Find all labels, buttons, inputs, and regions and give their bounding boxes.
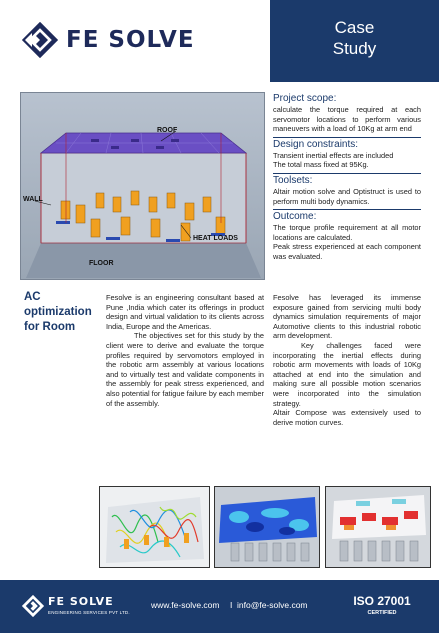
study-label: Study: [332, 39, 377, 58]
paragraph: Fesolve has leveraged its immense exposure gained from servicing multi body dynamics simulation requirements of major Automotive clients to this industrial robotic arm development.: [273, 293, 421, 341]
section-text: Altair motion solve and Optistruct is used to perform multi body dynamics.: [273, 186, 421, 206]
iso-certification-badge: [346, 594, 418, 616]
paragraph: Key challenges faced were incorporating the inertial effects during robotic arm movements with loads of 10Kg attached at end into the simulation and making sure all possible motion scenarios were incorporated into the simulation strategy.: [273, 340, 421, 408]
wall-label: WALL: [23, 196, 43, 203]
section-title: Toolsets:: [273, 173, 421, 187]
section-text: calculate the torque required at each servomotor locations to perform various maneuvers with a load of 10Kg at arm end: [273, 105, 421, 134]
section-text: The torque profile requirement at all motor locations are calculated.: [273, 223, 421, 242]
logo: [0, 0, 270, 82]
cfd-streamlines-image: [99, 486, 210, 568]
case-label: Case: [334, 18, 375, 37]
section-title: Outcome:: [273, 209, 421, 223]
floor-label: FLOOR: [89, 260, 114, 267]
section-text: Peak stress experienced at each component was evaluated.: [273, 242, 421, 261]
intro-text: [106, 293, 264, 408]
room-model-image: [20, 92, 265, 280]
website-link[interactable]: www.fe-solve.com: [151, 600, 220, 610]
brand-name: FE SOLVE: [66, 27, 195, 53]
page-title: AC optimization for Room: [24, 291, 92, 333]
footer-subtitle: ENGINEERING SERVICES PVT LTD.: [48, 610, 130, 615]
fe-solve-logo-icon: [22, 22, 58, 58]
footer: [0, 580, 439, 633]
section-text: The total mass fixed at 95Kg.: [273, 160, 369, 170]
email-link[interactable]: info@fe-solve.com: [237, 600, 308, 610]
project-summary: [273, 92, 421, 265]
project-scope-section: [273, 92, 421, 134]
paragraph: Altair Compose was extensively used to derive motion curves.: [273, 408, 421, 427]
cfd-temperature-contour-image: [325, 486, 431, 568]
design-constraints-section: [273, 137, 421, 170]
section-title: Project scope:: [273, 93, 337, 104]
paragraph: Fesolve is an engineering consultant based at Pune ,India which cater its offerings in product design and virtual validation to its clients across India, Europe and the Americas.: [106, 293, 264, 331]
section-text: Transient inertial effects are included: [273, 150, 394, 160]
footer-brand: FE SOLVE: [48, 595, 114, 608]
section-title: Design constraints:: [273, 137, 421, 151]
footer-separator: I: [230, 600, 233, 610]
roof-label: ROOF: [157, 127, 178, 134]
approach-text: [273, 293, 421, 427]
case-study-banner: [270, 0, 439, 82]
cfd-velocity-contour-image: [214, 486, 320, 568]
paragraph: The objectives set for this study by the client were to derive and evaluate the torque profiles required by servomotors employed in the robotic arm assembly at various locations and to virtually test and validate components in the assembly for peak stress experienced, and also potential for fatigue failure by each member of the assembly.: [106, 331, 264, 408]
iso-title: ISO 27001: [353, 594, 411, 608]
heat-loads-label: HEAT LOADS: [193, 235, 238, 242]
fe-solve-logo-icon: [22, 595, 44, 617]
toolsets-section: [273, 173, 421, 206]
outcome-section: [273, 209, 421, 261]
iso-certified-label: CERTIFIED: [367, 610, 397, 616]
room-model-drawing: [21, 93, 265, 280]
